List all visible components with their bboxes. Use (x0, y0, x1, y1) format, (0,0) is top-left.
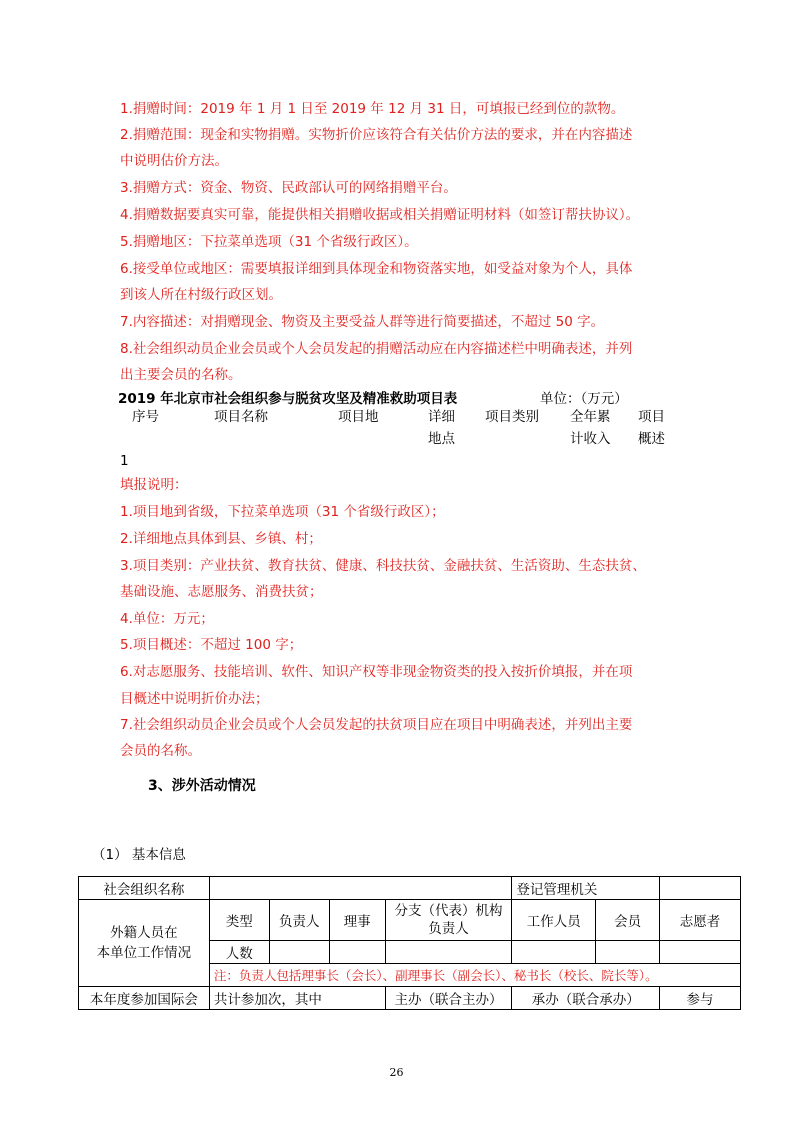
donation-note-6: 6.接受单位或地区：需要填报详细到具体现金和物资落实地，如受益对象为个人，具体 (120, 261, 633, 277)
header-income (570, 406, 611, 450)
participate-label: 参与 (660, 987, 741, 1010)
donation-note-1: 1.捐赠时间：2019 年 1 月 1 日至 2019 年 12 月 31 日，可填报已经到位的款物。 (120, 101, 625, 117)
host-label: 主办（联合主办） (385, 987, 512, 1010)
fill-note-7-cont: 会员的名称。 (120, 743, 201, 759)
volunteer-count[interactable] (660, 941, 741, 964)
org-name-label: 社会组织名称 (79, 877, 210, 900)
fill-note-6-cont: 目概述中说明折价办法； (120, 691, 269, 707)
table-row-1-seq: 1 (120, 453, 129, 469)
header-category: 项目类别 (485, 409, 539, 425)
foreign-activities-table (78, 876, 741, 1010)
fill-notes-heading: 填报说明： (120, 477, 188, 493)
donation-note-5: 5.捐赠地区：下拉菜单选项（31 个省级行政区）。 (120, 234, 418, 250)
header-income-line1: 全年累 (570, 409, 611, 425)
header-detail-line1: 详细 (428, 409, 455, 425)
header-detail (428, 406, 455, 450)
intl-meeting-total: 共计参加次，其中 (209, 987, 385, 1010)
director-count[interactable] (329, 941, 385, 964)
director-header: 理事 (329, 900, 385, 941)
donation-note-6-cont: 到该人所在村级行政区划。 (120, 287, 282, 303)
fill-note-3-cont: 基础设施、志愿服务、消费扶贫； (120, 584, 323, 600)
reg-authority-value[interactable] (660, 877, 741, 900)
intl-meeting-label: 本年度参加国际会 (79, 987, 210, 1010)
staff-count[interactable] (512, 941, 596, 964)
header-place: 项目地 (338, 409, 379, 425)
header-overview (638, 406, 665, 450)
org-name-value[interactable] (209, 877, 512, 900)
staff-header: 工作人员 (512, 900, 596, 941)
header-seq: 序号 (132, 409, 159, 425)
foreign-staff-label-line2: 本单位工作情况 (96, 945, 192, 961)
header-name: 项目名称 (214, 409, 268, 425)
fill-note-1: 1.项目地到省级，下拉菜单选项（31 个省级行政区）； (120, 504, 445, 520)
type-header: 类型 (209, 900, 269, 941)
leader-note: 注：负责人包括理事长（会长）、副理事长（副会长）、秘书长（校长、院长等）。 (209, 964, 740, 987)
poverty-table-title: 2019 年北京市社会组织参与脱贫攻坚及精准救助项目表 (118, 391, 458, 407)
leader-header: 负责人 (269, 900, 329, 941)
volunteer-header: 志愿者 (660, 900, 741, 941)
donation-note-2: 2.捐赠范围：现金和实物捐赠。实物折价应该符合有关估价方法的要求，并在内容描述 (120, 127, 633, 143)
donation-note-2-cont: 中说明估价方法。 (120, 153, 228, 169)
fill-note-5: 5.项目概述：不超过 100 字； (120, 637, 303, 653)
count-label: 人数 (209, 941, 269, 964)
branch-header-line1: 分支（代表）机构 (394, 903, 503, 919)
donation-note-8-cont: 出主要会员的名称。 (120, 367, 242, 383)
foreign-staff-label (79, 900, 210, 987)
undertake-label: 承办（联合承办） (512, 987, 660, 1010)
member-header: 会员 (596, 900, 660, 941)
basic-info-heading: （1） 基本信息 (92, 847, 186, 863)
section-3-heading: 3、涉外活动情况 (148, 778, 256, 794)
donation-note-4: 4.捐赠数据要真实可靠，能提供相关捐赠收据或相关捐赠证明材料（如签订帮扶协议）。 (120, 207, 640, 223)
header-detail-line2: 地点 (428, 431, 455, 447)
fill-note-6: 6.对志愿服务、技能培训、软件、知识产权等非现金物资类的投入按折价填报，并在项 (120, 664, 633, 680)
fill-note-3: 3.项目类别：产业扶贫、教育扶贫、健康、科技扶贫、金融扶贫、生活资助、生态扶贫、 (120, 558, 646, 574)
branch-header (385, 900, 512, 941)
header-overview-line1: 项目 (638, 409, 665, 425)
branch-header-line2: 负责人 (428, 921, 469, 937)
leader-count[interactable] (269, 941, 329, 964)
fill-note-2: 2.详细地点具体到县、乡镇、村； (120, 531, 322, 547)
header-overview-line2: 概述 (638, 431, 665, 447)
donation-note-3: 3.捐赠方式：资金、物资、民政部认可的网络捐赠平台。 (120, 180, 457, 196)
poverty-table-unit: 单位：（万元） (540, 391, 628, 407)
member-count[interactable] (596, 941, 660, 964)
donation-note-8: 8.社会组织动员企业会员或个人会员发起的捐赠活动应在内容描述栏中明确表述，并列 (120, 341, 633, 357)
fill-note-4: 4.单位：万元； (120, 611, 214, 627)
header-income-line2: 计收入 (570, 431, 611, 447)
page-number: 26 (389, 1066, 404, 1079)
fill-note-7: 7.社会组织动员企业会员或个人会员发起的扶贫项目应在项目中明确表述，并列出主要 (120, 717, 633, 733)
foreign-staff-label-line1: 外籍人员在 (110, 925, 178, 941)
reg-authority-label: 登记管理机关 (512, 877, 660, 900)
donation-note-7: 7.内容描述：对捐赠现金、物资及主要受益人群等进行简要描述，不超过 50 字。 (120, 314, 605, 330)
branch-count[interactable] (385, 941, 512, 964)
